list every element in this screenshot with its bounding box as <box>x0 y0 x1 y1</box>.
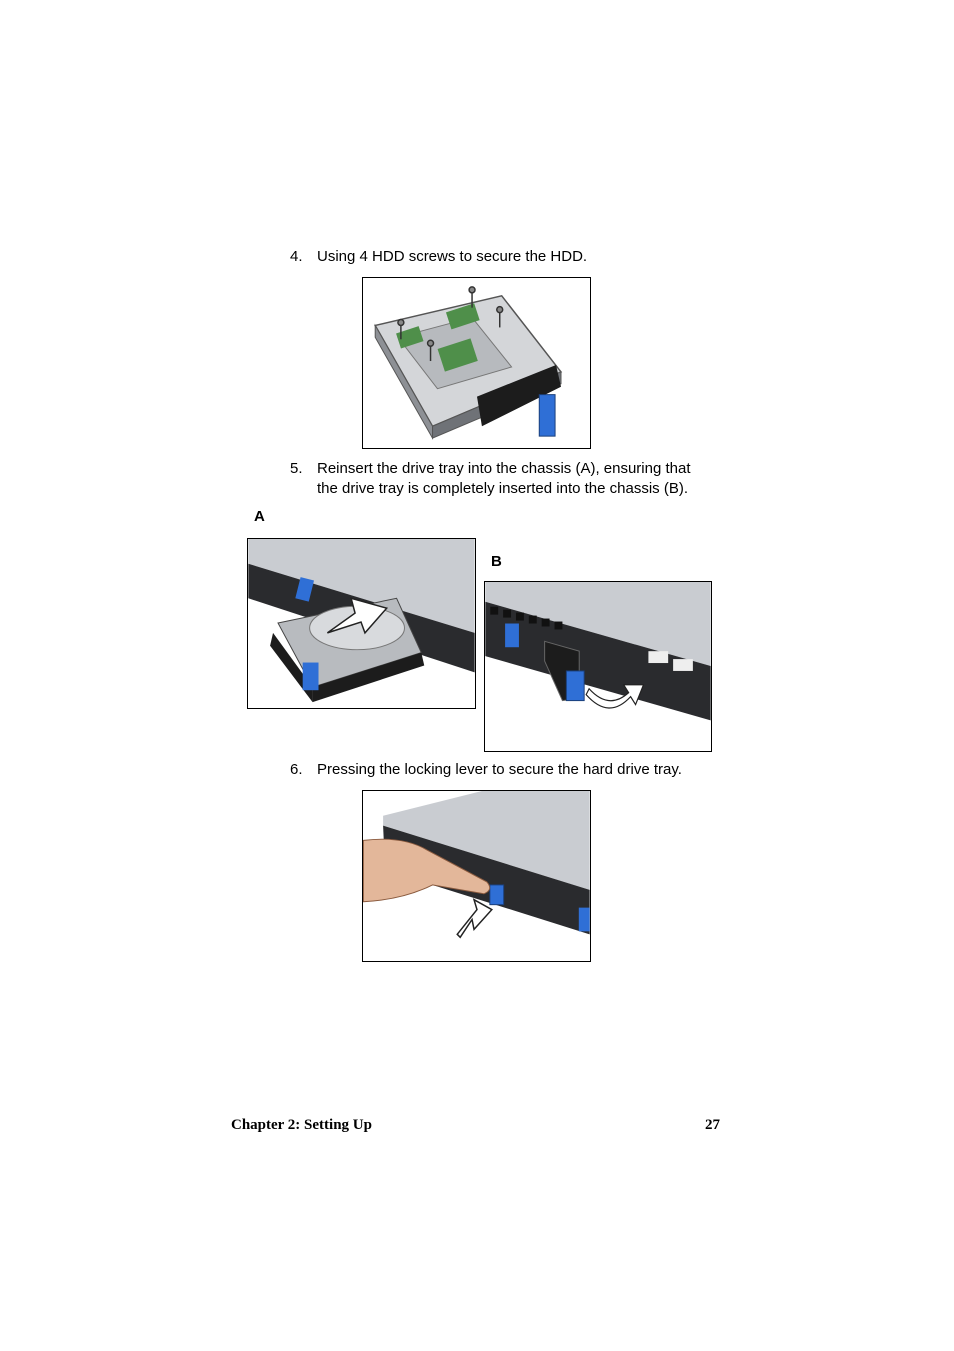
tray-inserted-illustration <box>485 582 711 751</box>
step-number: 4. <box>290 248 303 265</box>
step-text: Reinsert the drive tray into the chassis (A), ensuring that the drive tray is completely inserted into the chassis (B). <box>317 460 691 497</box>
footer-chapter-title: Chapter 2: Setting Up <box>231 1117 372 1133</box>
step-5 <box>290 459 730 501</box>
tray-insertion-illustration <box>248 539 475 708</box>
step-number: 5. <box>290 460 303 477</box>
figure-label-b: B <box>491 553 502 570</box>
step-number: 6. <box>290 761 303 778</box>
hdd-tray-illustration <box>363 278 590 448</box>
figure-label-a: A <box>254 508 265 525</box>
step-text: Pressing the locking lever to secure the hard drive tray. <box>317 761 682 778</box>
step-text: Using 4 HDD screws to secure the HDD. <box>317 248 588 265</box>
figure-hdd-screws <box>362 277 591 449</box>
step-4 <box>290 247 730 269</box>
figure-a-insert-tray <box>247 538 476 709</box>
figure-b-tray-inserted <box>484 581 712 752</box>
figure-press-lever <box>362 790 591 962</box>
footer-page-number: 27 <box>705 1117 720 1133</box>
step-6 <box>290 760 730 782</box>
press-lever-illustration <box>363 791 590 961</box>
